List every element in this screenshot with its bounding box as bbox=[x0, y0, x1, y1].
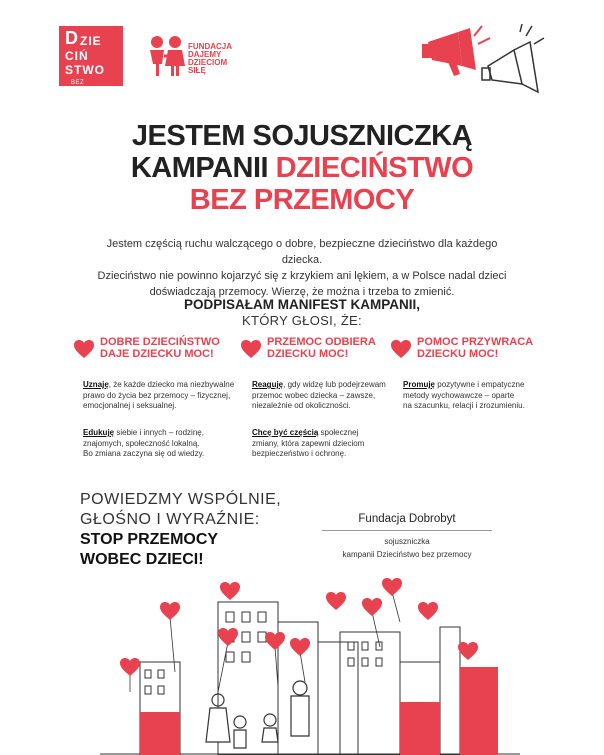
column1-p2-line: znajomych, społeczność lokalną. bbox=[83, 438, 200, 448]
column1-p2-text: siebie i innych – rodzinę, bbox=[114, 428, 204, 437]
megaphone-icon bbox=[418, 22, 548, 94]
signatory-campaign: kampanii Dzieciństwo bez przemocy bbox=[342, 550, 472, 559]
manifest-subtitle: KTÓRY GŁOSI, ŻE: bbox=[242, 313, 362, 328]
column3-p1-bold: Promuję bbox=[403, 380, 436, 389]
heart-icon bbox=[390, 339, 412, 359]
column2-p2-bold: Chcę być częścią bbox=[252, 428, 319, 437]
column3-p1-line: metody wychowawcze – oparte bbox=[403, 390, 515, 400]
logo-line2: CIŃ bbox=[65, 49, 89, 63]
logo2-line: DAJEMY bbox=[188, 50, 222, 59]
column1-p2-bold: Edukuję bbox=[83, 428, 115, 437]
column2-p1-line: niezależnie od okoliczności. bbox=[252, 401, 351, 410]
column2-paragraph2 bbox=[252, 428, 364, 460]
title-line2-a: KAMPANII bbox=[130, 152, 276, 184]
intro-line: Jestem częścią ruchu walczącego o dobre, bezpieczne dzieciństwo dla każdego dziecka. bbox=[106, 238, 498, 266]
column3-heading-line2: DZIECKU MOC! bbox=[417, 348, 499, 360]
slogan-line4: WOBEC DZIECI! bbox=[80, 551, 204, 568]
column2-p2-line: zmiany, która zapewni dzieciom bbox=[252, 438, 365, 448]
column2-heading bbox=[267, 336, 376, 360]
column2-p2-line: bezpieczeństwo i ochronę. bbox=[252, 449, 347, 458]
title-line2 bbox=[0, 152, 604, 184]
city-illustration bbox=[100, 572, 520, 755]
column2-p1-line: przemoc wobec dziecka – zawsze, bbox=[252, 390, 376, 400]
intro-line: doświadczają przemocy. Wierzę, że można i trzeba to zmienić. bbox=[149, 286, 455, 298]
column3-paragraph1 bbox=[403, 380, 525, 412]
logo2-line: DZIECIOM bbox=[188, 58, 228, 67]
column3-heading-line1: POMOC PRZYWRACA bbox=[417, 336, 534, 348]
logo2-line: FUNDACJA bbox=[188, 42, 232, 51]
column1-heading bbox=[100, 336, 220, 360]
column1-heading-line2: DAJE DZIECKU MOC! bbox=[100, 348, 214, 360]
column1-p1-bold: Uznaję bbox=[83, 380, 109, 389]
column3-p1-line: na szacunku, relacji i zrozumieniu. bbox=[403, 401, 525, 410]
column1-p1-text: , że każde dziecko ma niezbywalne bbox=[108, 380, 235, 389]
title-line2-b: DZIECIŃSTWO bbox=[275, 152, 474, 184]
signature-line bbox=[322, 530, 492, 531]
intro-paragraph bbox=[90, 236, 514, 300]
column1-heading-line1: DOBRE DZIECIŃSTWO bbox=[100, 336, 220, 348]
slogan-line1: POWIEDZMY WSPÓLNIE, bbox=[80, 491, 282, 508]
column3-heading bbox=[417, 336, 533, 360]
manifest-title: PODPISAŁAM MANIFEST KAMPANII, bbox=[184, 297, 420, 312]
logo-line1: ZIE bbox=[80, 34, 102, 48]
column1-p2-line: Bo zmiana zaczyna się od wiedzy. bbox=[83, 449, 205, 458]
column3-p1-text: pozytywne i empatyczne bbox=[435, 380, 525, 389]
column2-p1-bold: Reaguję bbox=[252, 380, 284, 389]
column2-heading-line2: DZIECKU MOC! bbox=[267, 348, 349, 360]
title-line1: JESTEM SOJUSZNICZKĄ bbox=[131, 120, 473, 152]
column1-p1-line: prawo do życia bez przemocy – fizycznej, bbox=[83, 390, 231, 400]
title-line3: BEZ PRZEMOCY bbox=[189, 184, 415, 216]
slogan-line2: GŁOŚNO I WYRAŹNIE: bbox=[80, 511, 260, 528]
logo2-line: SIŁĘ bbox=[188, 66, 206, 75]
signatory-role: sojuszniczka bbox=[384, 537, 430, 546]
logo-line4: BEZ PRZEMOCY bbox=[71, 80, 110, 98]
signatory-name: Fundacja Dobrobyt bbox=[358, 513, 456, 525]
slogan-line3: STOP PRZEMOCY bbox=[80, 531, 219, 548]
column1-paragraph1 bbox=[83, 380, 234, 412]
heart-icon bbox=[73, 339, 95, 359]
children-icon bbox=[146, 34, 186, 78]
column1-p1-line: emocjonalnej i seksualnej. bbox=[83, 401, 177, 410]
logo-d-glyph: D bbox=[65, 28, 79, 48]
campaign-logo bbox=[59, 26, 123, 98]
intro-line: Dzieciństwo nie powinno kojarzyć się z krzykiem ani lękiem, a w Polsce nadal dzieci bbox=[97, 270, 507, 282]
column2-heading-line1: PRZEMOC ODBIERA bbox=[267, 336, 376, 348]
column2-p2-text: społecznej bbox=[318, 428, 359, 437]
column2-p1-text: , gdy widzę lub podejrzewam bbox=[283, 380, 386, 389]
heart-icon bbox=[240, 339, 262, 359]
logo-line3: STWO bbox=[65, 63, 105, 77]
column2-paragraph1 bbox=[252, 380, 386, 412]
foundation-logo-text bbox=[188, 43, 248, 75]
column1-paragraph2 bbox=[83, 428, 204, 460]
